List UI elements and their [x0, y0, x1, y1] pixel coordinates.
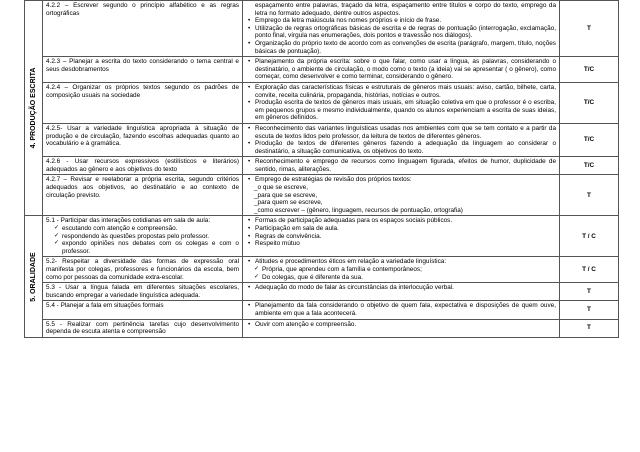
content-subline: _para que se escreve,	[254, 191, 318, 199]
content-list	[246, 321, 556, 329]
checklist-item: ✓ escutando com atenção e compreensão.	[62, 225, 239, 233]
content-item: • Planejamento da própria escrita: sobre o que falar, como usar a língua, as palavras, considerando o destinatário, o ambiente de circulação, o modo como o texto (a ideia) vai se apresentar ( o gênero), como começar, como desenvolver e como terminar, considerando o gênero.	[255, 58, 556, 81]
content-list	[246, 125, 556, 155]
objective-text: 5.3 - Usar a língua falada em diferentes situações escolares, buscando empregar a variedade linguística adequada.	[46, 284, 239, 299]
content-cell	[243, 301, 560, 319]
stage-cell: T	[560, 175, 619, 216]
objective-checklist	[46, 225, 239, 255]
objective-text: 5.5 - Realizar com pertinência tarefas cujo desenvolvimento dependa de escuta atenta e compreensão	[46, 320, 239, 336]
content-list	[246, 176, 556, 184]
stage-cell: T / C	[560, 257, 619, 283]
content-item: • Atitudes e procedimentos éticos em relação a variedade linguística:	[255, 258, 556, 266]
objective-cell	[43, 257, 243, 283]
content-subline: _para quem se escreve,	[254, 199, 323, 207]
content-cell	[243, 319, 560, 337]
objective-text: 4.2.7 – Revisar e reelaborar a própria escrita, segundo critérios adequados aos objetivos, ao destinatário e ao contexto de circulação previsto.	[46, 176, 239, 199]
content-cell	[243, 257, 560, 283]
content-list	[246, 217, 556, 247]
checklist-item: ✓ Própria, que aprendeu com a família e contemporâneos;	[262, 266, 556, 274]
content-item: • Ouvir com atenção e compreensão.	[255, 321, 556, 329]
objective-text: 5.4 - Planejar a fala em situações formais	[46, 302, 164, 310]
content-item: • Participação em sala de aula.	[255, 225, 556, 233]
checklist-item: ✓ expondo opiniões nos debates com os colegas e com o professor.	[62, 240, 239, 255]
content-item: • Exploração das características físicas e estruturais de gêneros mais usuais: aviso, cartão, bilhete, carta, convite, receita culinária, propaganda, histórias, notícias e outros.	[255, 84, 556, 99]
objective-text: 5.2- Respeitar a diversidade das formas de expressão oral manifesta por colegas, professores e funcionários da escola, bem como por pessoas da comunidade extra-escolar.	[46, 258, 239, 281]
content-item: • Emprego da letra maiúscula nos nomes próprios e início de frase.	[255, 17, 556, 25]
checklist-item: ✓ Do colegas, que é diferente da sua.	[262, 274, 556, 282]
table-row	[25, 257, 619, 283]
objective-cell	[43, 301, 243, 319]
section-label-cell	[25, 1, 43, 216]
content-list	[246, 284, 556, 292]
content-list	[246, 158, 556, 173]
objective-cell	[43, 175, 243, 216]
objective-cell	[43, 123, 243, 156]
stage-cell: T/C	[560, 157, 619, 175]
content-cell	[243, 1, 560, 57]
objective-cell	[43, 1, 243, 57]
content-item: • Utilização de regras ortográficas básicas de escrita e de regras de pontuação (interrogação, exclamação, ponto final, vírgula nas enumerações, dois pontos e travessão nos diálogos).	[255, 25, 556, 40]
content-item: • Organização do próprio texto de acordo com as convenções de escrita (parágrafo, margem, título, noções básicas de pontuação).	[255, 40, 556, 55]
content-item: • Produção escrita de textos de gêneros mais usuais, em situação coletiva em que o professor é o escriba, em pequenos grupos e mesmo individualmente, quando os alunos experienciam a escrita de suas ideias, em gêneros definidos.	[255, 99, 556, 122]
content-item: • Planejamento da fala considerando o objetivo de quem fala, expectativa e disposições de quem ouve, ambiente em que a fala acontecerá.	[255, 302, 556, 317]
stage-cell: T/C	[560, 57, 619, 83]
content-cell	[243, 123, 560, 156]
table-row	[25, 175, 619, 216]
stage-cell: T	[560, 1, 619, 57]
content-cell	[243, 57, 560, 83]
table-row	[25, 1, 619, 57]
objective-text: 4.2.4 – Organizar os próprios textos segundo os padrões de composição usuais na sociedade	[46, 83, 239, 99]
content-item: • Emprego de estratégias de revisão dos próprios textos:	[255, 176, 556, 184]
content-cell	[243, 283, 560, 301]
section-label-cell	[25, 216, 43, 337]
content-list	[246, 17, 556, 55]
content-item: • Respeito mútuo	[255, 240, 556, 248]
objective-cell	[43, 57, 243, 83]
table-row	[25, 301, 619, 319]
stage-cell: T	[560, 283, 619, 301]
table-row	[25, 123, 619, 156]
content-cell	[243, 157, 560, 175]
stage-cell: T	[560, 319, 619, 337]
objective-text: 5.1 - Participar das interações cotidianas em sala de aula:	[46, 217, 211, 225]
content-item: • Reconhecimento das variantes linguísticas usadas nos ambientes com que se tem contato e a partir da escuta de textos lidos pelo professor, da leitura de textos de diferentes gêneros.	[255, 125, 556, 140]
content-subline: _o que se escreve,	[254, 184, 308, 192]
content-item: • Regras de convivência.	[255, 233, 556, 241]
table-row	[25, 57, 619, 83]
objective-cell	[43, 82, 243, 123]
content-continuation: espaçamento entre palavras, traçado da letra, espaçamento entre títulos e corpo do texto, emprego da letra no formato adequado, dentre outros aspectos.	[255, 2, 556, 17]
table-row	[25, 216, 619, 257]
table-row	[25, 283, 619, 301]
checklist-item: ✓ respondendo às questões propostas pelo professor.	[62, 233, 239, 241]
stage-cell: T/C	[560, 123, 619, 156]
stage-cell: T/C	[560, 82, 619, 123]
objective-text: 4.2.2 – Escrever segundo o princípio alfabético e as regras ortográficas	[46, 2, 239, 17]
content-checklist	[246, 266, 556, 281]
content-cell	[243, 175, 560, 216]
table-body	[25, 1, 619, 338]
content-item: • Produção de textos de diferentes gêneros fazendo a adequação da linguagem ao considerar o destinatário, a situação comunicativa, os objetivos do texto.	[255, 140, 556, 155]
curriculum-grid	[24, 0, 619, 338]
section-label: 5. ORALIDADE	[29, 251, 37, 302]
objective-cell	[43, 216, 243, 257]
table-row	[25, 157, 619, 175]
content-item: • Formas de participação adequadas para os espaços sociais públicos.	[255, 217, 556, 225]
objective-cell	[43, 283, 243, 301]
content-item: • Adequação do modo de falar às circunstâncias da interlocução verbal.	[255, 284, 556, 292]
stage-cell: T / C	[560, 216, 619, 257]
content-list	[246, 302, 556, 317]
content-list	[246, 58, 556, 81]
content-cell	[243, 216, 560, 257]
table-row	[25, 82, 619, 123]
content-list	[246, 258, 556, 266]
objective-cell	[43, 319, 243, 337]
content-item: • Reconhecimento e emprego de recursos como linguagem figurada, efeitos de humor, duplicidade de sentido, rimas, aliterações.	[255, 158, 556, 173]
objective-cell	[43, 157, 243, 175]
curriculum-table	[24, 0, 618, 338]
stage-cell: T	[560, 301, 619, 319]
content-list	[246, 84, 556, 122]
table-row	[25, 319, 619, 337]
section-label: 4. PRODUÇÃO ESCRITA	[29, 67, 37, 149]
objective-text: 4.2.6 - Usar recursos expressivos (estilísticos e literários) adequados ao gênero e aos objetivos do texto	[46, 158, 239, 173]
content-subline: _como escrever – (gênero, linguagem, recursos de pontuação, ortografia)	[254, 206, 463, 214]
objective-text: 4.2.5- Usar a variedade linguística apropriada à situação de produção e de circulação, fazendo escolhas adequadas quanto ao vocabulário e à gramática.	[46, 124, 239, 148]
content-cell	[243, 82, 560, 123]
objective-text: 4.2.3 – Planejar a escrita do texto considerando o tema central e seus desdobramentos	[46, 58, 239, 73]
